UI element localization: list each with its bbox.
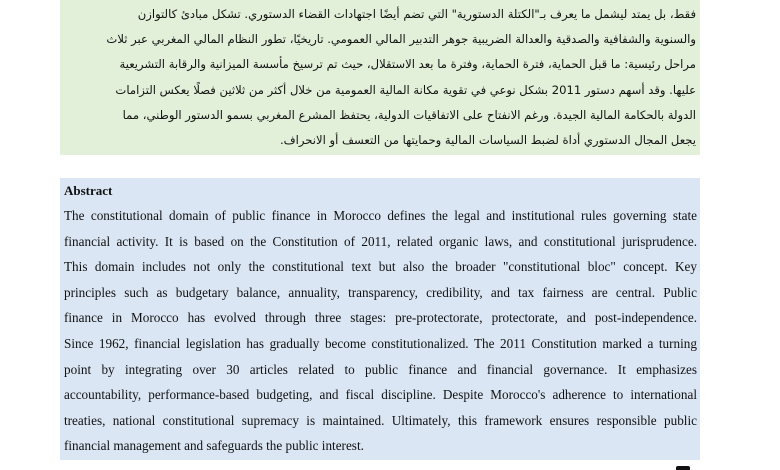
arabic-summary-line: مراحل رئيسية: ما قبل الحماية، فترة الحماية، وفترة ما بعد الاستقلال، حيث تم ترسيخ مأسسة الميزانية والرقابة التشريعية	[119, 57, 696, 72]
arabic-summary-box	[60, 0, 700, 155]
abstract-line: This domain includes not only the constitutional text but also the broader "constitutional bloc" concept. Key	[64, 259, 697, 275]
abstract-line: treaties, national constitutional supremacy is maintained. Ultimately, this framework ensures responsible public	[64, 412, 697, 428]
english-abstract-box	[60, 178, 700, 460]
abstract-line: financial management and safeguards the public interest.	[64, 438, 364, 454]
abstract-line: finance in Morocco has evolved through three stages: pre-protectorate, protectorate, and post-independence.	[64, 310, 697, 326]
arabic-summary-line: يجعل المجال الدستوري أداة لضبط السياسات المالية وحمايتها من التعسف أو الانحراف.	[279, 132, 696, 147]
abstract-line: financial activity. It is based on the Constitution of 2011, related organic laws, and constitutional jurisprudence.	[64, 233, 697, 249]
next-line-fragment	[676, 463, 690, 470]
arabic-summary-line: الدولة بالحكامة المالية الجيدة. ورغم الانفتاح على الاتفاقيات الدولية، يحتفظ المشرع المغربي بسمو الدستور الوطني، مما	[122, 107, 696, 122]
abstract-line: principles such as budgetary balance, annuality, transparency, credibility, and tax fairness are central. Public	[64, 284, 697, 300]
abstract-line: Since 1962, financial legislation has gradually become constitutionalized. The 2011 Constitution marked a turning	[64, 335, 697, 351]
arabic-summary-line: فقط، بل يمتد ليشمل ما يعرف بـ"الكتلة الدستورية" التي تضم أيضًا اجتهادات القضاء الدستوري. تشكل مبادئ كالتوازن	[137, 7, 696, 21]
abstract-heading: Abstract	[64, 183, 113, 198]
arabic-summary-line: والسنوية والشفافية والصدقية والعدالة الضريبية جوهر التدبير المالي العمومي. تاريخيًا، تطور النظام المالي المغربي عبر ثلاث	[106, 32, 696, 47]
abstract-line: point by integrating over 30 articles related to public finance and financial governance. It emphasizes	[64, 361, 697, 377]
abstract-line: The constitutional domain of public finance in Morocco defines the legal and institutional rules governing state	[64, 208, 697, 223]
abstract-line: accountability, performance-based budgeting, and fiscal discipline. Despite Morocco's adherence to international	[64, 387, 697, 403]
arabic-summary-line: عليها. وقد أسهم دستور 2011 بشكل نوعي في تقوية مكانة المالية العمومية من خلال أكثر من ثلاثين فصلًا يعكس التزامات	[115, 82, 696, 97]
